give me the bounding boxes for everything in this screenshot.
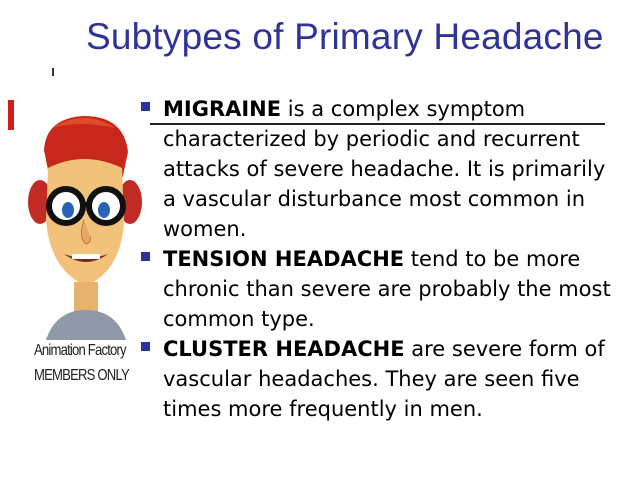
bullet-term: CLUSTER HEADACHE [163, 337, 405, 361]
bullet-tension-headache [138, 244, 618, 334]
square-bullet-icon [141, 252, 150, 261]
decorative-red-bar [8, 100, 14, 130]
bullet-term: MIGRAINE [163, 97, 282, 121]
bullet-text: are severe form of vascular headaches. They are seen five times more frequently in men. [163, 337, 605, 421]
bullet-migraine [138, 94, 618, 244]
watermark [34, 338, 144, 388]
watermark-line-1: Animation Factory [34, 342, 126, 359]
cartoon-headache-character-icon [26, 110, 144, 340]
bullet-text: tend to be more chronic than severe are probably the most common type. [163, 247, 611, 331]
square-bullet-icon [141, 102, 150, 111]
bullet-cluster-headache [138, 334, 618, 424]
bullet-list [138, 94, 618, 424]
slide-title: Subtypes of Primary Headache [86, 16, 604, 57]
decorative-tick [52, 68, 54, 76]
watermark-line-2: MEMBERS ONLY [34, 367, 129, 384]
bullet-term: TENSION HEADACHE [163, 247, 405, 271]
bullet-text: is a complex symptom characterized by periodic and recurrent attacks of severe headache. It is primarily a vascular disturbance most common in women. [163, 97, 606, 241]
square-bullet-icon [141, 342, 150, 351]
